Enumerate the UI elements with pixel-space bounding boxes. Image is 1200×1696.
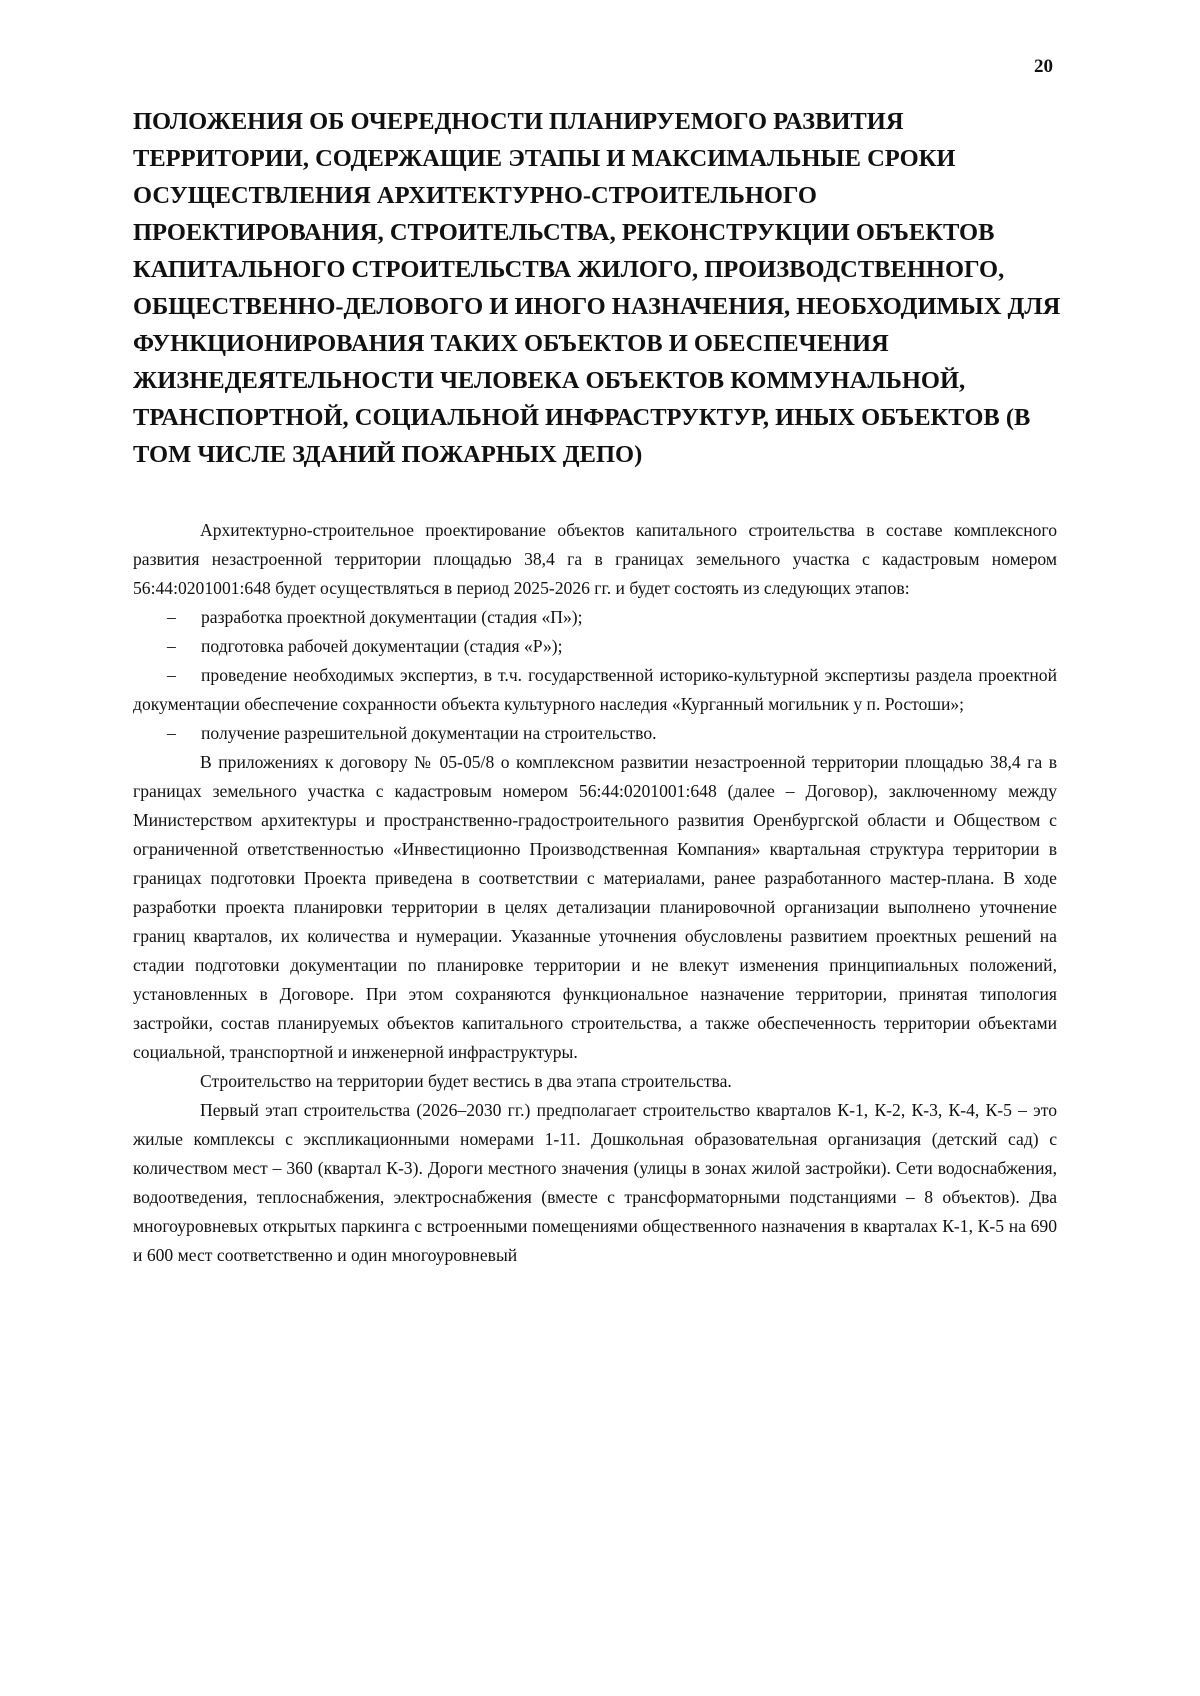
- paragraph-contract-appendices: В приложениях к договору № 05-05/8 о комплексном развитии незастроенной территории площадью 38,4 га в границах земельного участка с кадастровым номером 56:44:0201001:648 (далее – Договор), заключенному между Министерством архитектуры и пространственно-градостроительного развития Оренбургской области и Обществом с ограниченной ответственностью «Инвестиционно Производственная Компания» квартальная структура территории в границах подготовки Проекта приведена в соответствии с материалами, ранее разработанного мастер-плана. В ходе разработки проекта планировки территории в целях детализации планировочной организации выполнено уточнение границ кварталов, их количества и нумерации. Указанные уточнения обусловлены развитием проектных решений на стадии подготовки документации по планировке территории и не влекут изменения принципиальных положений, установленных в Договоре. При этом сохраняются функциональное назначение территории, принятая типология застройки, состав планируемых объектов капитального строительства, а также обеспеченность территории объектами социальной, транспортной и инженерной инфраструктуры.: [133, 752, 1057, 1062]
- list-dash: –: [167, 636, 176, 656]
- list-item-text: подготовка рабочей документации (стадия «Р»);: [201, 636, 563, 656]
- list-item-text: разработка проектной документации (стадия «П»);: [201, 607, 583, 627]
- list-item-text: проведение необходимых экспертиз, в т.ч. государственной историко-культурной экспертизы раздела проектной документации обеспечение сохранности объекта культурного наследия «Курганный могильник у п. Ростоши»;: [133, 665, 1057, 714]
- paragraph-first-stage: Первый этап строительства (2026–2030 гг.) предполагает строительство кварталов К-1, К-2, К-3, К-4, К-5 – это жилые комплексы с экспликационными номерами 1-11. Дошкольная образовательная организация (детский сад) с количеством мест – 360 (квартал К-3). Дороги местного значения (улицы в зонах жилой застройки). Сети водоснабжения, водоотведения, теплоснабжения, электроснабжения (вместе с трансформаторными подстанциями – 8 объектов). Два многоуровневых открытых паркинга с встроенными помещениями общественного назначения в кварталах К-1, К-5 на 690 и 600 мест соответственно и один многоуровневый: [133, 1100, 1057, 1265]
- page-number: 20: [1034, 56, 1053, 77]
- list-item-expertise: [133, 661, 1057, 719]
- list-dash: –: [167, 665, 176, 685]
- list-dash: –: [167, 723, 176, 743]
- section-title: ПОЛОЖЕНИЯ ОБ ОЧЕРЕДНОСТИ ПЛАНИРУЕМОГО РАЗВИТИЯ ТЕРРИТОРИИ, СОДЕРЖАЩИЕ ЭТАПЫ И МАКСИМАЛЬНЫЕ СРОКИ ОСУЩЕСТВЛЕНИЯ АРХИТЕКТУРНО-СТРОИТЕЛЬНОГО ПРОЕКТИРОВАНИЯ, СТРОИТЕЛЬСТВА, РЕКОНСТРУКЦИИ ОБЪЕКТОВ КАПИТАЛЬНОГО СТРОИТЕЛЬСТВА ЖИЛОГО, ПРОИЗВОДСТВЕННОГО, ОБЩЕСТВЕННО-ДЕЛОВОГО И ИНОГО НАЗНАЧЕНИЯ, НЕОБХОДИМЫХ ДЛЯ ФУНКЦИОНИРОВАНИЯ ТАКИХ ОБЪЕКТОВ И ОБЕСПЕЧЕНИЯ ЖИЗНЕДЕЯТЕЛЬНОСТИ ЧЕЛОВЕКА ОБЪЕКТОВ КОММУНАЛЬНОЙ, ТРАНСПОРТНОЙ, СОЦИАЛЬНОЙ ИНФРАСТРУКТУР, ИНЫХ ОБЪЕКТОВ (В ТОМ ЧИСЛЕ ЗДАНИЙ ПОЖАРНЫХ ДЕПО): [133, 108, 1061, 468]
- paragraph-two-stages: Строительство на территории будет вестись в два этапа строительства.: [200, 1071, 732, 1091]
- stages-list: [133, 603, 1057, 748]
- list-item-text: получение разрешительной документации на строительство.: [201, 723, 657, 743]
- intro-paragraph: Архитектурно-строительное проектирование объектов капитального строительства в составе комплексного развития незастроенной территории площадью 38,4 га в границах земельного участка с кадастровым номером 56:44:0201001:648 будет осуществляться в период 2025-2026 гг. и будет состоять из следующих этапов:: [133, 520, 1057, 598]
- list-item-permits: [133, 719, 1057, 748]
- list-item-design-documentation: [133, 603, 1057, 632]
- list-item-working-documentation: [133, 632, 1057, 661]
- list-dash: –: [167, 607, 176, 627]
- body-text: [133, 516, 1057, 1270]
